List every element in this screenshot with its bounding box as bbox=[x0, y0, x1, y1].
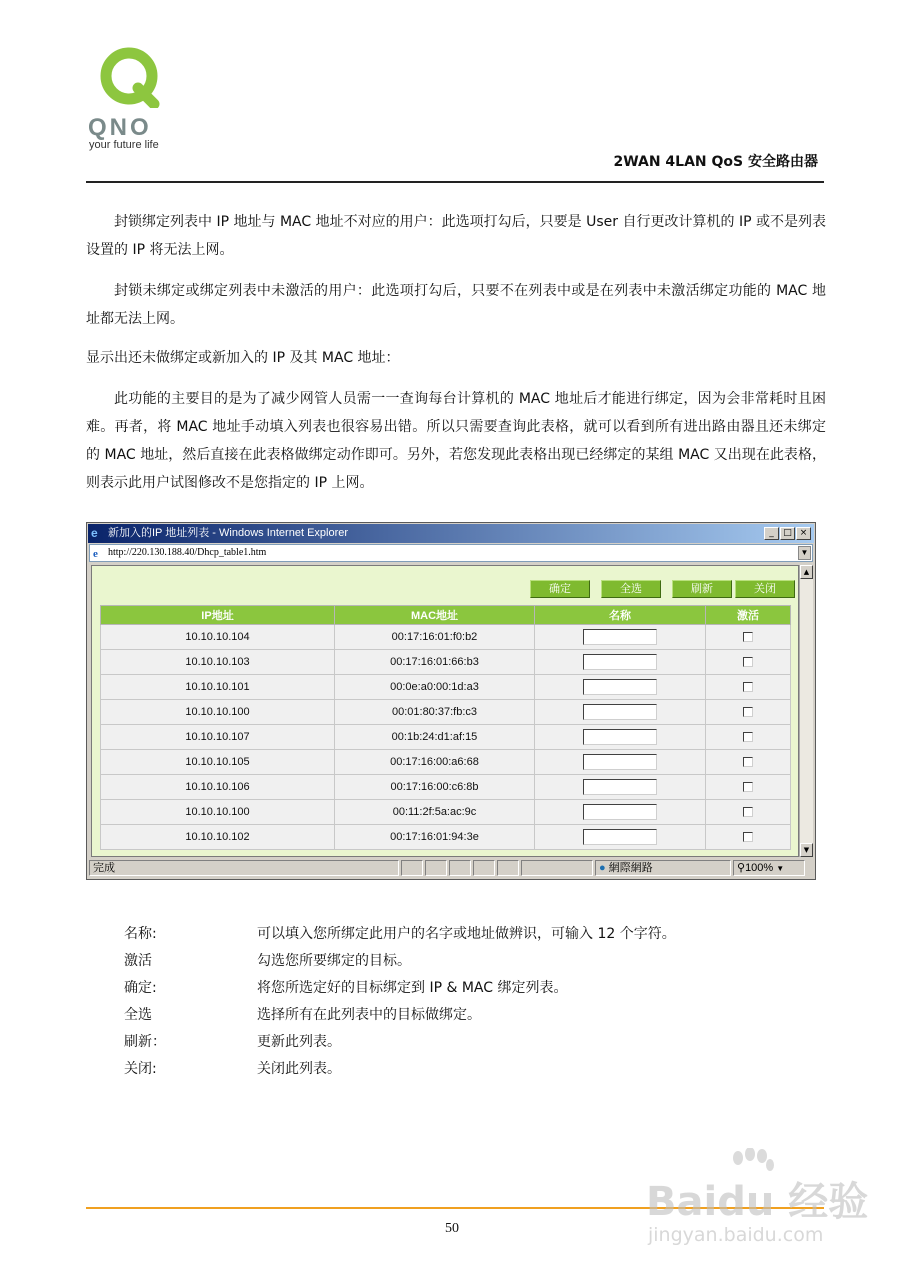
page-number: 50 bbox=[445, 1221, 459, 1236]
table-row bbox=[101, 625, 791, 650]
table-row bbox=[101, 800, 791, 825]
watermark-brand: Baidu 经验 bbox=[646, 1179, 869, 1225]
term-close: 关闭: bbox=[124, 1061, 157, 1077]
table-row bbox=[101, 750, 791, 775]
ip-cell: 10.10.10.104 bbox=[101, 625, 335, 650]
ie-icon: e bbox=[91, 526, 98, 540]
activate-checkbox[interactable] bbox=[743, 632, 753, 642]
name-input[interactable] bbox=[583, 779, 657, 795]
header-rule bbox=[86, 181, 824, 183]
name-input[interactable] bbox=[583, 804, 657, 820]
status-text: 完成 bbox=[89, 860, 399, 876]
activate-checkbox[interactable] bbox=[743, 657, 753, 667]
window-title: 新加入的IP 地址列表 - Windows Internet Explorer bbox=[108, 527, 349, 539]
ok-button[interactable]: 确定 bbox=[530, 580, 590, 598]
mac-cell: 00:17:16:01:66:b3 bbox=[335, 650, 535, 675]
paragraph-heading: 显示出还未做绑定或新加入的 IP 及其 MAC 地址： bbox=[86, 350, 400, 366]
ip-cell: 10.10.10.105 bbox=[101, 750, 335, 775]
header-activate: 激活 bbox=[706, 606, 791, 625]
close-window-icon[interactable]: × bbox=[796, 527, 811, 540]
table-row bbox=[101, 725, 791, 750]
logo-text: QNO bbox=[88, 114, 152, 141]
mac-cell: 00:17:16:01:94:3e bbox=[335, 825, 535, 850]
mac-table bbox=[100, 605, 791, 850]
term-ok: 确定: bbox=[124, 980, 157, 996]
name-input[interactable] bbox=[583, 829, 657, 845]
desc-activate: 勾选您所要绑定的目标。 bbox=[257, 953, 411, 969]
ip-cell: 10.10.10.102 bbox=[101, 825, 335, 850]
activate-checkbox[interactable] bbox=[743, 682, 753, 692]
name-input[interactable] bbox=[583, 754, 657, 770]
mac-cell: 00:17:16:00:a6:68 bbox=[335, 750, 535, 775]
scroll-down-icon[interactable]: ▼ bbox=[800, 843, 813, 857]
page-icon: e bbox=[93, 548, 98, 560]
ip-cell: 10.10.10.100 bbox=[101, 700, 335, 725]
address-bar[interactable] bbox=[89, 544, 813, 562]
ip-cell: 10.10.10.107 bbox=[101, 725, 335, 750]
zoom-icon: ⚲ bbox=[737, 862, 746, 874]
mac-cell: 00:11:2f:5a:ac:9c bbox=[335, 800, 535, 825]
address-dropdown-icon[interactable]: ▼ bbox=[798, 546, 811, 560]
name-input[interactable] bbox=[583, 704, 657, 720]
term-select-all: 全选 bbox=[124, 1007, 152, 1023]
table-row bbox=[101, 700, 791, 725]
name-input[interactable] bbox=[583, 729, 657, 745]
mac-cell: 00:0e:a0:00:1d:a3 bbox=[335, 675, 535, 700]
ip-cell: 10.10.10.101 bbox=[101, 675, 335, 700]
zone-text: 網際網路 bbox=[608, 862, 653, 874]
activate-checkbox[interactable] bbox=[743, 707, 753, 717]
paragraph-purpose: 此功能的主要目的是为了减少网管人员需一一查询每台计算机的 MAC 地址后才能进行绑定，因为会非常耗时且困难。再者，将 MAC 地址手动填入列表也很容易出错。所以只需要查询此表格，就可以看到所有进出路由器且还未绑定的 MAC 地址，然后直接在此表格做绑定动作即可。另外，若您发现此表格出现已经绑定的某组 MAC 又出现在此表格，则表示此用户试图修改不是您指定的 IP 上网。 bbox=[86, 391, 826, 491]
mac-cell: 00:1b:24:d1:af:15 bbox=[335, 725, 535, 750]
desc-name: 可以填入您所绑定此用户的名字或地址做辨识，可输入 12 个字符。 bbox=[257, 926, 676, 942]
paragraph-block-mismatch: 封锁绑定列表中 IP 地址与 MAC 地址不对应的用户：此选项打勾后，只要是 User 自行更改计算机的 IP 或不是列表设置的 IP 将无法上网。 bbox=[86, 214, 826, 258]
qno-logo-icon bbox=[98, 46, 160, 108]
table-row bbox=[101, 675, 791, 700]
product-title: 2WAN 4LAN QoS 安全路由器 bbox=[613, 154, 818, 170]
mac-cell: 00:17:16:01:f0:b2 bbox=[335, 625, 535, 650]
activate-checkbox[interactable] bbox=[743, 782, 753, 792]
table-row bbox=[101, 775, 791, 800]
name-input[interactable] bbox=[583, 629, 657, 645]
page-content bbox=[91, 565, 799, 857]
watermark-url: jingyan.baidu.com bbox=[648, 1224, 824, 1246]
zoom-control[interactable] bbox=[733, 860, 805, 876]
window-titlebar bbox=[88, 524, 814, 543]
refresh-button[interactable]: 刷新 bbox=[672, 580, 732, 598]
minimize-icon[interactable]: _ bbox=[764, 527, 779, 540]
mac-cell: 00:17:16:00:c6:8b bbox=[335, 775, 535, 800]
maximize-icon[interactable]: □ bbox=[780, 527, 795, 540]
term-name: 名称: bbox=[124, 926, 157, 942]
term-refresh: 刷新： bbox=[124, 1034, 166, 1050]
ip-cell: 10.10.10.106 bbox=[101, 775, 335, 800]
select-all-button[interactable]: 全选 bbox=[601, 580, 661, 598]
paw-icon bbox=[726, 1148, 778, 1178]
vertical-scrollbar[interactable] bbox=[799, 565, 813, 857]
baidu-watermark bbox=[640, 1148, 870, 1278]
activate-checkbox[interactable] bbox=[743, 732, 753, 742]
table-row bbox=[101, 650, 791, 675]
ip-cell: 10.10.10.103 bbox=[101, 650, 335, 675]
header-ip: IP地址 bbox=[101, 606, 335, 625]
term-activate: 激活 bbox=[124, 953, 152, 969]
footer-rule bbox=[86, 1207, 824, 1209]
status-bar bbox=[89, 859, 813, 877]
globe-icon: ● bbox=[599, 862, 606, 874]
close-button[interactable]: 关闭 bbox=[735, 580, 795, 598]
desc-select-all: 选择所有在此列表中的目标做绑定。 bbox=[257, 1007, 481, 1023]
name-input[interactable] bbox=[583, 679, 657, 695]
name-input[interactable] bbox=[583, 654, 657, 670]
ip-cell: 10.10.10.100 bbox=[101, 800, 335, 825]
paragraph-block-unbound: 封锁未绑定或绑定列表中未激活的用户：此选项打勾后，只要不在列表中或是在列表中未激活绑定功能的 MAC 地址都无法上网。 bbox=[86, 283, 826, 327]
desc-refresh: 更新此列表。 bbox=[257, 1034, 341, 1050]
table-row bbox=[101, 825, 791, 850]
address-url: http://220.130.188.40/Dhcp_table1.htm bbox=[108, 547, 267, 558]
header-name: 名称 bbox=[535, 606, 706, 625]
ie-window bbox=[86, 522, 816, 880]
zoom-level: 100% bbox=[745, 862, 774, 874]
desc-close: 关闭此列表。 bbox=[257, 1061, 341, 1077]
activate-checkbox[interactable] bbox=[743, 807, 753, 817]
zoom-dropdown-icon: ▼ bbox=[776, 864, 785, 873]
table-header-row bbox=[101, 606, 791, 625]
scroll-up-icon[interactable]: ▲ bbox=[800, 565, 813, 579]
activate-checkbox[interactable] bbox=[743, 757, 753, 767]
header-mac: MAC地址 bbox=[335, 606, 535, 625]
zone-indicator bbox=[595, 860, 731, 876]
mac-cell: 00:01:80:37:fb:c3 bbox=[335, 700, 535, 725]
activate-checkbox[interactable] bbox=[743, 832, 753, 842]
tagline: your future life bbox=[89, 139, 159, 151]
desc-ok: 将您所选定好的目标绑定到 IP & MAC 绑定列表。 bbox=[257, 980, 568, 996]
